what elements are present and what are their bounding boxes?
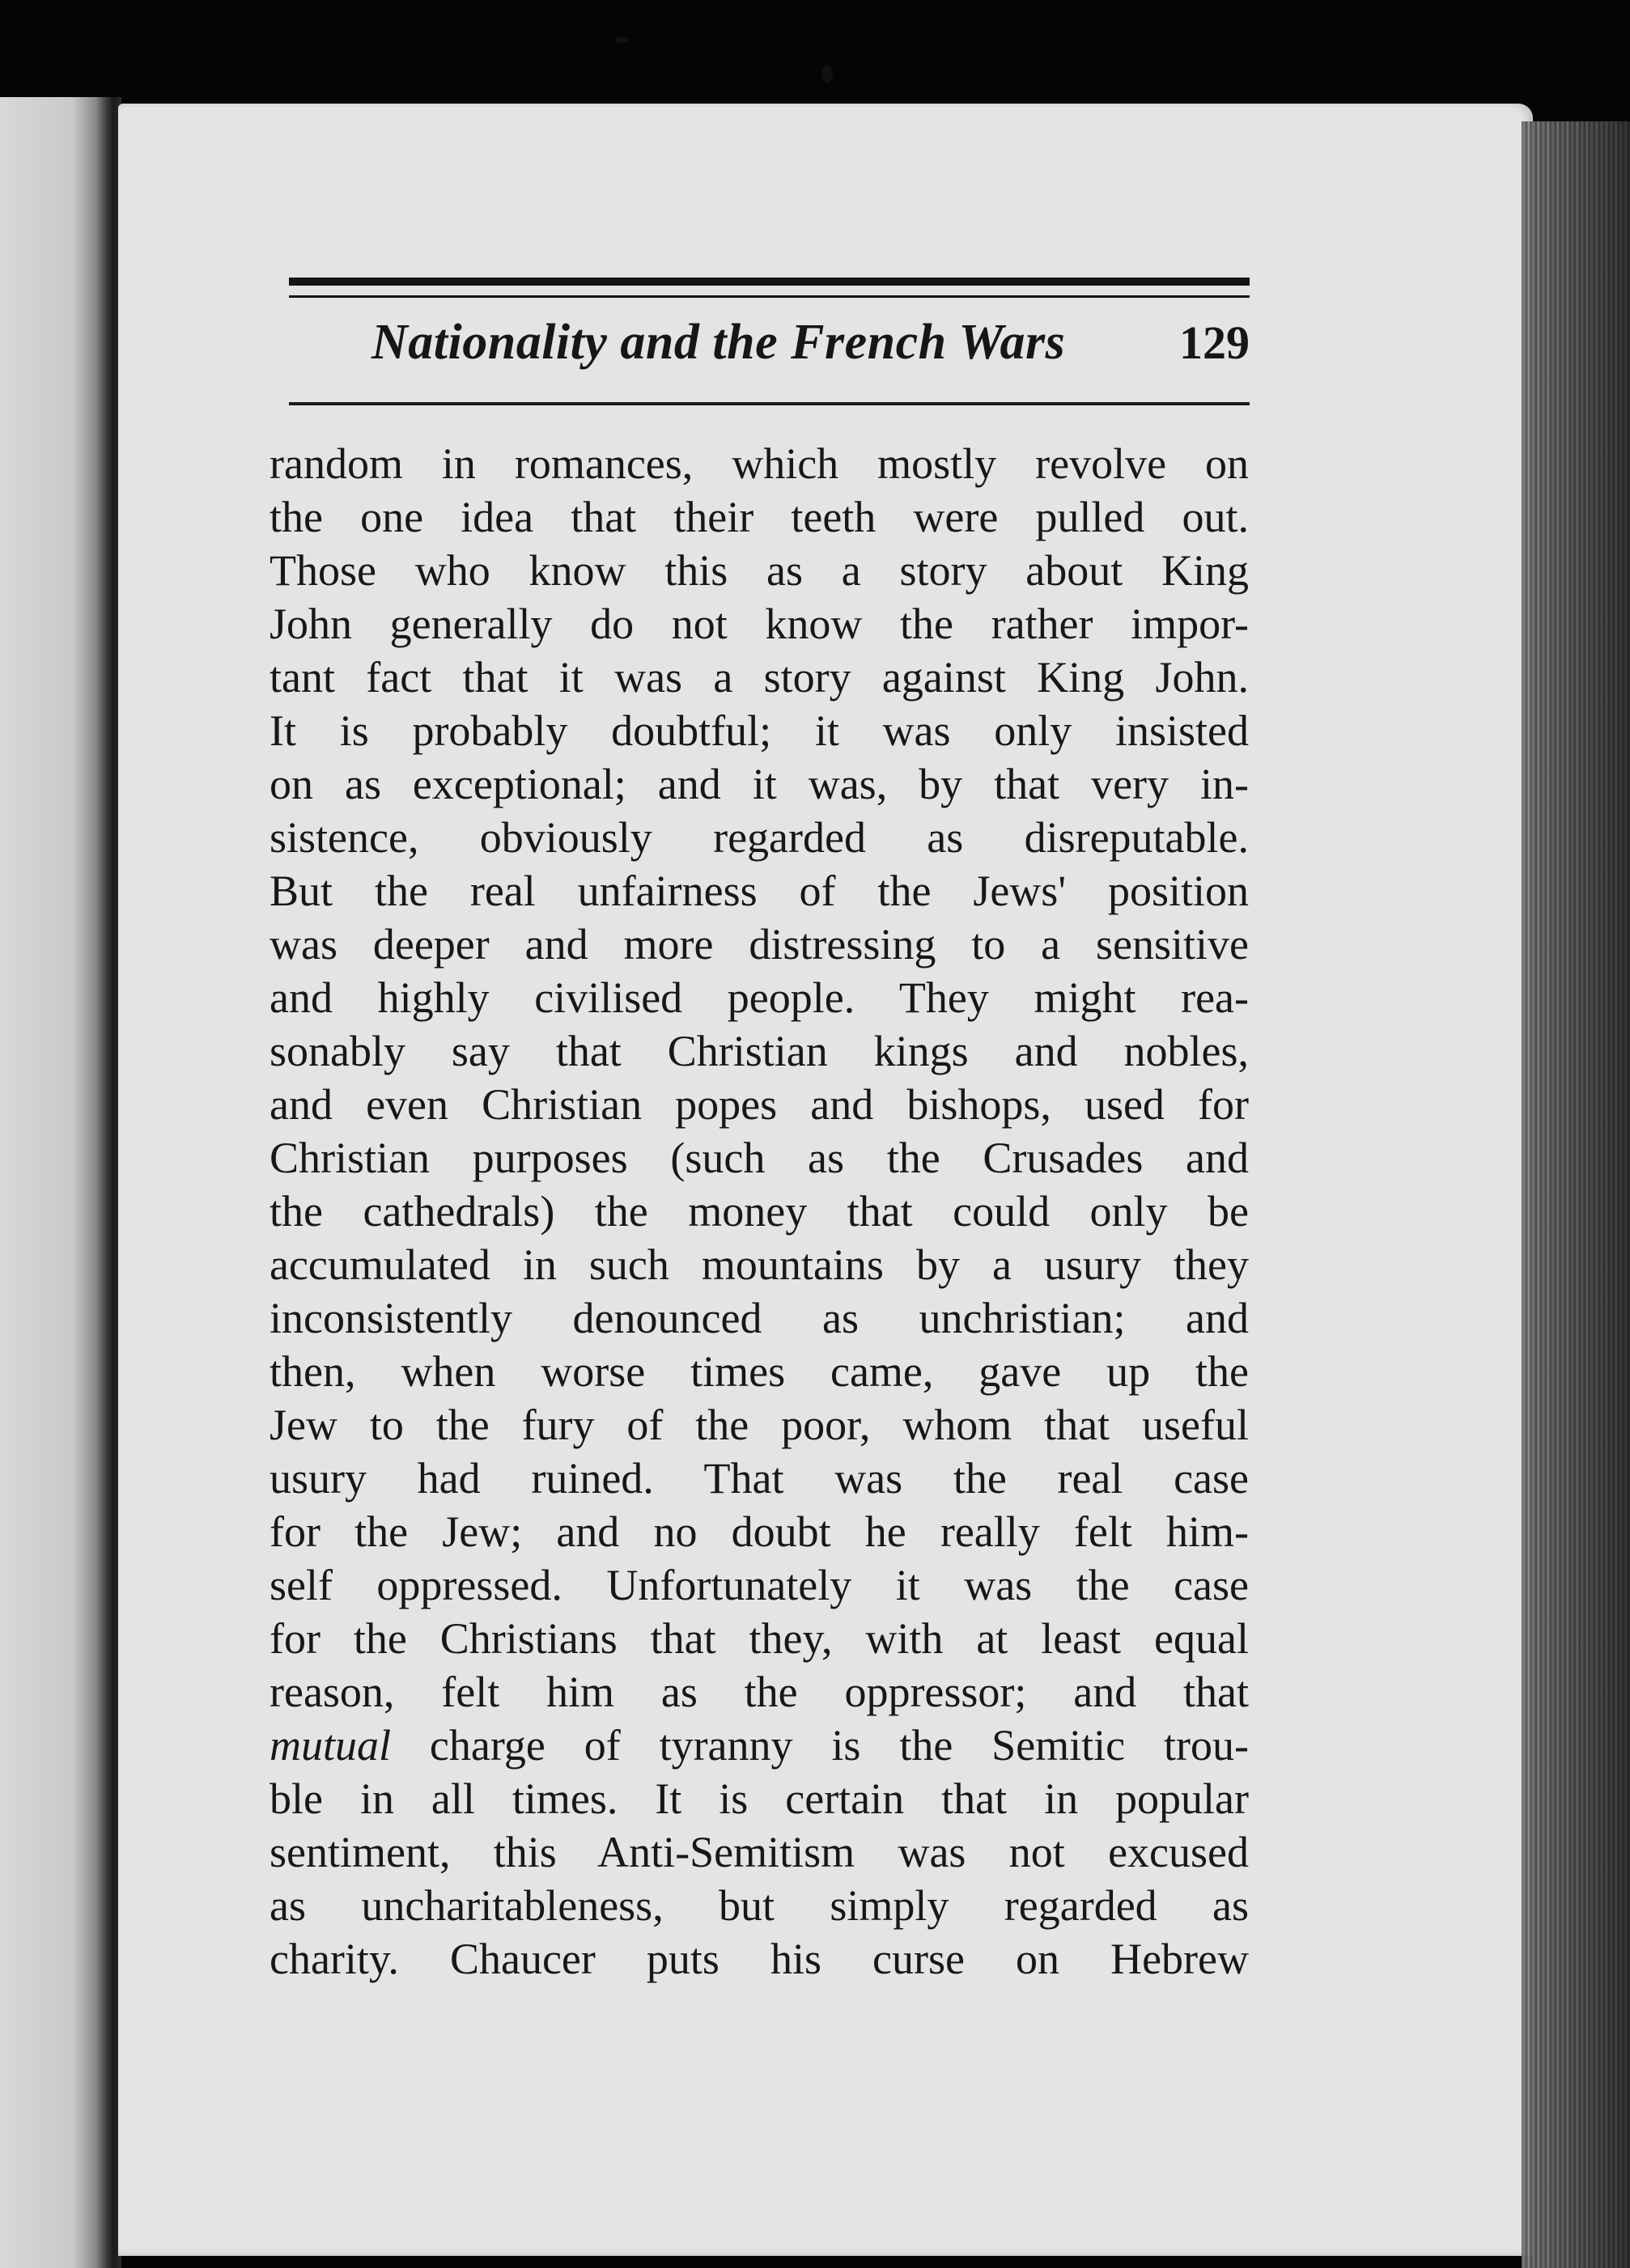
text-line: reason, felt him as the oppressor; and that bbox=[270, 1668, 1249, 1716]
text-line: as uncharitableness, but simply regarded as bbox=[270, 1881, 1249, 1930]
text-line: the one idea that their teeth were pulled out. bbox=[270, 493, 1249, 541]
page-edge-shadow bbox=[1522, 121, 1630, 2268]
text-line: usury had ruined. That was the real case bbox=[270, 1454, 1249, 1503]
text-line: for the Christians that they, with at least equal bbox=[270, 1614, 1249, 1663]
body-text bbox=[270, 437, 1249, 1986]
text-line: and highly civilised people. They might rea- bbox=[270, 973, 1249, 1022]
text-line: Those who know this as a story about King bbox=[270, 546, 1249, 595]
text-line: sentiment, this Anti-Semitism was not excused bbox=[270, 1828, 1249, 1876]
text-line: charity. Chaucer puts his curse on Hebrew bbox=[270, 1935, 1249, 1983]
header-rule-bottom bbox=[289, 402, 1250, 405]
text-line: accumulated in such mountains by a usury they bbox=[270, 1240, 1249, 1289]
text-line: Jew to the fury of the poor, whom that useful bbox=[270, 1401, 1249, 1449]
text-line: and even Christian popes and bishops, used for bbox=[270, 1080, 1249, 1129]
running-head-title: Nationality and the French Wars bbox=[371, 315, 1066, 370]
text-line: It is probably doubtful; it was only insisted bbox=[270, 706, 1249, 755]
text-line: for the Jew; and no doubt he really felt him- bbox=[270, 1507, 1249, 1556]
text-line: sonably say that Christian kings and nobles, bbox=[270, 1027, 1249, 1075]
text-line: Christian purposes (such as the Crusades and bbox=[270, 1134, 1249, 1182]
text-line: was deeper and more distressing to a sensitive bbox=[270, 920, 1249, 969]
text-line: But the real unfairness of the Jews' position bbox=[270, 867, 1249, 915]
header-rule-thin bbox=[289, 295, 1250, 298]
text-line: self oppressed. Unfortunately it was the case bbox=[270, 1561, 1249, 1609]
text-line: tant fact that it was a story against King John. bbox=[270, 653, 1249, 702]
running-head bbox=[289, 314, 1250, 395]
scan-speck bbox=[615, 36, 628, 43]
page-number: 129 bbox=[1179, 316, 1250, 369]
previous-page-edge bbox=[0, 97, 121, 2268]
italic-word: mutual bbox=[270, 1721, 392, 1770]
text-line: on as exceptional; and it was, by that very in- bbox=[270, 760, 1249, 808]
text-line: John generally do not know the rather impor- bbox=[270, 600, 1249, 648]
text-line: sistence, obviously regarded as disreputable. bbox=[270, 813, 1249, 862]
text-line: random in romances, which mostly revolve on bbox=[270, 439, 1249, 488]
header-rule-thick bbox=[289, 278, 1250, 286]
text-line: inconsistently denounced as unchristian; and bbox=[270, 1294, 1249, 1342]
scan-speck bbox=[821, 65, 833, 83]
text-line: ble in all times. It is certain that in popular bbox=[270, 1774, 1249, 1823]
text-line: then, when worse times came, gave up the bbox=[270, 1347, 1249, 1396]
text-line-rest: charge of tyranny is the Semitic trou- bbox=[429, 1721, 1249, 1770]
text-line-with-italic bbox=[270, 1719, 1249, 1772]
text-line: the cathedrals) the money that could only be bbox=[270, 1187, 1249, 1236]
